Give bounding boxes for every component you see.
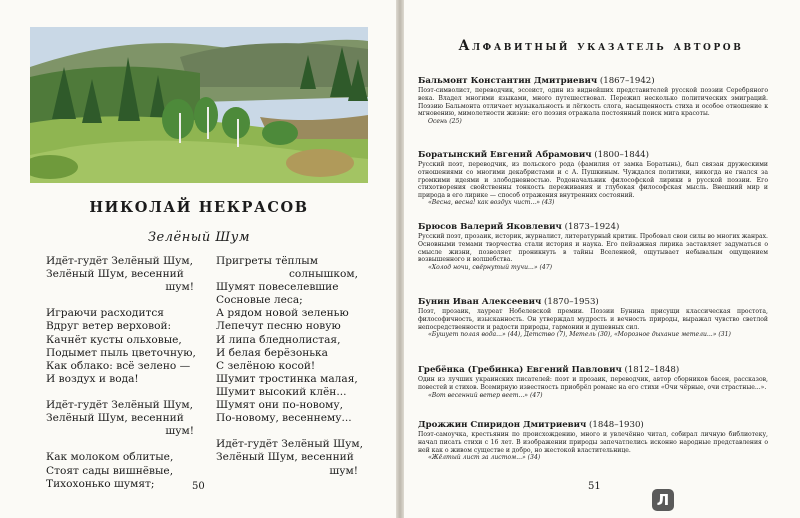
author-bio: Поэт-самоучка, крестьянин по происхождению, много и увлечённо читал, собирал личную библиотеку, начал писать стихи с 16 лет. В изображении природы запечатлелись исконно народные представления о ней как о живом существе и добро, но жестокой властительнице. <box>418 431 768 454</box>
poem-line: шум! <box>329 464 358 477</box>
poem-line: Как облако: всё зелено — <box>46 359 191 372</box>
poem-line: Шумят они по-новому, <box>216 399 343 412</box>
author-works: «Вот весенний ветер веет...» (47) <box>428 391 543 399</box>
stanza-break <box>46 438 194 451</box>
poem-line: Лепечут песню новую <box>216 320 341 333</box>
author-years: (1812–1848) <box>624 365 680 375</box>
author-bio: Поэт, прозаик, лауреат Нобелевской премии. Поэзии Бунина присущи классическая простота, философичность, изысканность. Он утверждал мудрость и вечность природы, выражал чувство светлой непосредственности и радости природы, гармонии и душевных сил. <box>418 308 768 331</box>
poem-column-left <box>46 255 194 491</box>
author-entry <box>418 365 768 399</box>
poem-line: Шумит тростинка малая, <box>216 372 358 385</box>
poem-line: А рядом новой зеленью <box>216 307 349 320</box>
page-number-right: 51 <box>588 481 601 492</box>
poem-line: И белая берёзонька <box>216 346 328 359</box>
author-bio: Один из лучших украинских писателей: поэт и прозаик, переводчик, автор сборников басен, рассказов, повестей и стихов. Всемирную известность приобрёл романс на его стихи «Очи чёрные, очи страстные...». <box>418 376 768 391</box>
poem-title: Зелёный Шум <box>147 230 251 245</box>
page-number-left: 50 <box>192 481 205 492</box>
author-works: Осень (25) <box>428 117 462 125</box>
poem-line: Идёт-гудёт Зелёный Шум, <box>46 399 193 412</box>
poem-line: Вдруг ветер верховой: <box>46 320 172 333</box>
poem-line: солнышком, <box>289 268 358 281</box>
author-years: (1848–1930) <box>589 420 644 430</box>
author-years: (1800–1844) <box>594 150 649 160</box>
author-name: Брюсов Валерий Яковлевич <box>418 222 562 232</box>
landscape-illustration <box>30 27 368 183</box>
author-name: Боратынский Евгений Абрамович <box>418 150 592 160</box>
poem-line: Идёт-гудёт Зелёный Шум, <box>216 438 363 451</box>
stanza-break <box>46 386 194 399</box>
author-works: «Холод ночи, свёрнутый тучи...» (47) <box>428 263 552 271</box>
poem-line: Тихохонько шумят; <box>46 477 155 490</box>
poem-line: Зелёный Шум, весенний <box>216 451 354 464</box>
author-name: Бунин Иван Алексеевич <box>418 297 542 307</box>
poem-column-right <box>216 255 363 478</box>
author-bio: Поэт-символист, переводчик, эссеист, один из виднейших представителей русской поэзии Серебряного века. Владел многими языками, много путешествовал. Пережил несколько политических эмиграций. Поэзию Бальмонта отличает музыкальность и лёгкость слога, насыщенность стиха и особое отношение к мгновению, мимолетности жизни: его поэзия отражала постоянный поиск мига красоты. <box>418 87 768 118</box>
stanza-break <box>216 425 358 438</box>
book-gutter <box>396 0 404 518</box>
author-entry <box>418 222 768 271</box>
poet-name: НИКОЛАЙ НЕКРАСОВ <box>89 199 309 216</box>
author-heading <box>418 150 768 160</box>
poem-line: По-новому, весеннему... <box>216 412 352 425</box>
stanza-break <box>46 294 194 307</box>
author-entry <box>418 420 768 462</box>
poem-line: И воздух и вода! <box>46 372 139 385</box>
author-works: «Жёлтый лист за листом...» (34) <box>428 454 541 462</box>
poem-line: Шумят повеселевшие <box>216 281 339 294</box>
poem-line: Подымет пыль цветочную, <box>46 346 196 359</box>
poem-line: Пригреты тёплым <box>216 255 318 267</box>
author-heading <box>418 76 768 86</box>
poem-line: Качнёт кусты ольховые, <box>46 333 182 346</box>
author-works: «Весна, весна! как воздух чист...» (43) <box>428 199 555 207</box>
poem-line: Как молоком облитые, <box>46 451 174 464</box>
author-bio: Русский поэт, переводчик, из польского рода (фамилия от замка Боратынь), был связан дружескими отношениями со многими декабристами и с А. Пушкиным. Чуждался политики, никогда не гнался за громкими идеями и злободневностью. Родоначальник философской лирики в русской поэзии. Его стихотворения свойственны тонкость переживания и глубокая философская мысль. Внешний мир и природа в его лирике — способ отражения внутренних состояний. <box>418 161 768 199</box>
poem-line: Стоят сады вишнёвые, <box>46 464 174 477</box>
author-years: (1873–1924) <box>564 222 620 232</box>
author-name: Гребёнка (Гребинка) Евгений Павлович <box>418 365 622 375</box>
poem-line: Зелёный Шум, весенний <box>46 268 184 281</box>
author-name: Дрожжин Спиридон Дмитриевич <box>418 420 587 430</box>
author-entry <box>418 297 768 339</box>
poem-line: Идёт-гудёт Зелёный Шум, <box>46 255 193 267</box>
author-heading <box>418 365 768 375</box>
poem-line: шум! <box>165 425 194 438</box>
author-heading <box>418 420 768 430</box>
author-name: Бальмонт Константин Дмитриевич <box>418 76 598 86</box>
author-works: «Бушует полая вода...» (44), Детство (7), Метель (30), «Морозное дыхание метели...» (31) <box>428 331 731 339</box>
author-entry <box>418 150 768 207</box>
author-heading <box>418 222 768 232</box>
poem-line: Играючи расходится <box>46 307 164 320</box>
poem-line: Сосновые леса; <box>216 294 303 307</box>
author-entry <box>418 76 768 125</box>
author-bio: Русский поэт, прозаик, историк, журналист, литературный критик. Пробовал свои силы во многих жанрах. Основными темами творчества стали история и наука. Его пейзажная лирика заставляет задуматься о смысле жизни, позволяет проникнуть в тайны Вселенной, ощутывает небывалым ощущением возвышенного и волшебства. <box>418 233 768 264</box>
poem-line: шум! <box>165 281 194 294</box>
poem-line: И липа бледнолистая, <box>216 333 341 346</box>
author-index-title: Алфавитный указатель авторов <box>458 38 744 54</box>
author-years: (1867–1942) <box>599 76 655 86</box>
poem-line: Зелёный Шум, весенний <box>46 412 184 425</box>
author-heading <box>418 297 768 307</box>
author-years: (1870–1953) <box>544 297 599 307</box>
poem-line: Шумит высокий клён... <box>216 385 347 398</box>
poem-line: С зелёною косой! <box>216 359 316 372</box>
publisher-logo-icon: Л <box>652 489 674 511</box>
